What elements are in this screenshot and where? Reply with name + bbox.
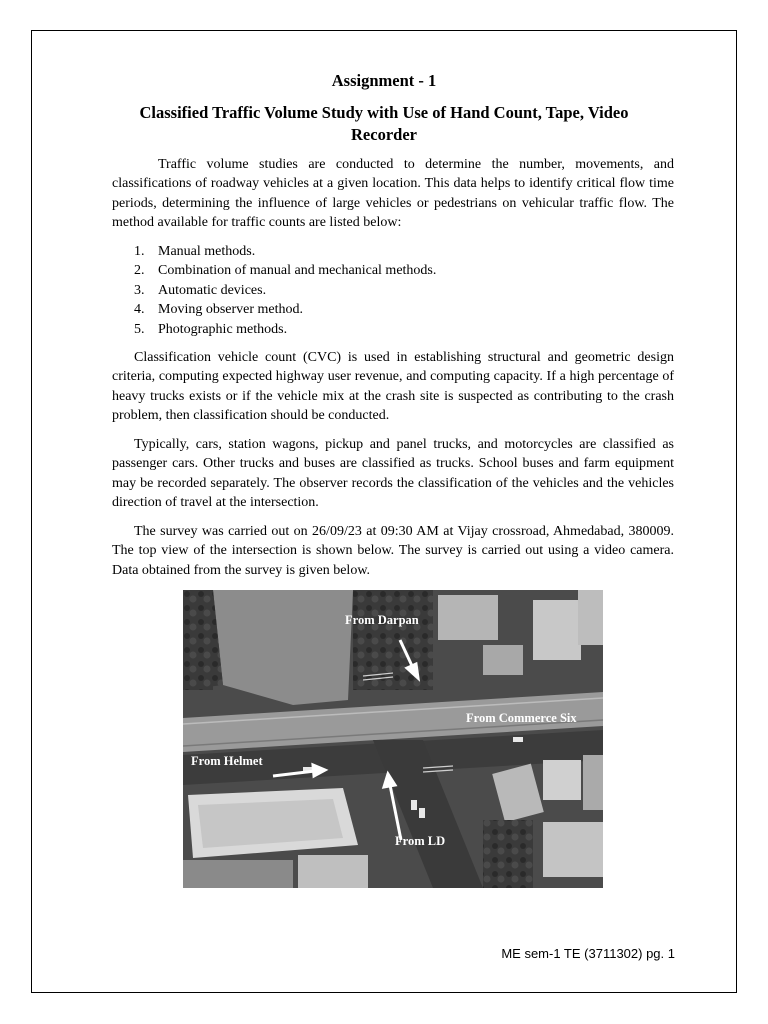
label-from-darpan: From Darpan <box>345 613 419 627</box>
methods-list <box>112 242 674 339</box>
list-item: 3. Automatic devices. <box>134 282 267 298</box>
label-from-helmet: From Helmet <box>191 754 263 768</box>
list-item: 5. Photographic methods. <box>134 321 288 337</box>
survey-paragraph: The survey was carried out on 26/09/23 at 09:30 AM at Vijay crossroad, Ahmedabad, 380009. The top view of the intersection is shown below. The survey is carried out using a video camera. Data obtained from the survey is given below. <box>112 524 674 578</box>
label-from-ld: From LD <box>395 834 446 848</box>
list-item: 2. Combination of manual and mechanical methods. <box>134 263 437 279</box>
document-title: Classified Traffic Volume Study with Use of Hand Count, Tape, Video Recorder <box>139 103 629 144</box>
list-item: 4. Moving observer method. <box>134 302 304 318</box>
building <box>438 595 498 640</box>
page-footer: ME sem-1 TE (3711302) pg. 1 <box>501 946 675 961</box>
assignment-heading: Assignment - 1 <box>331 71 437 90</box>
label-from-commerce-six: From Commerce Six <box>466 711 577 725</box>
building <box>533 600 581 660</box>
intro-paragraph: Traffic volume studies are conducted to determine the number, movements, and classifications of roadway vehicles at a given location. This data helps to identify critical flow time periods, determining the influence of large vehicles or pedestrians on vehicular traffic flow. The method available for traffic counts are listed below: <box>112 157 674 231</box>
intersection-aerial-image <box>183 590 603 888</box>
construction-site <box>213 590 353 705</box>
list-item: 1. Manual methods. <box>134 244 256 259</box>
vehicle-types-paragraph: Typically, cars, station wagons, pickup and panel trucks, and motorcycles are classified as passenger cars. Other trucks and buses are classified as trucks. School buses and farm equipment may be recorded separately. The observer records the classification of the vehicles and the vehicles direction of travel at the intersection. <box>112 437 674 511</box>
cvc-paragraph: Classification vehicle count (CVC) is used in establishing structural and geometric design criteria, computing expected highway user revenue, and computing capacity. If a high percentage of heavy trucks exists or if the vehicle mix at the crash site is suspected as contributing to the crash problem, then classification should be conducted. <box>112 350 674 424</box>
